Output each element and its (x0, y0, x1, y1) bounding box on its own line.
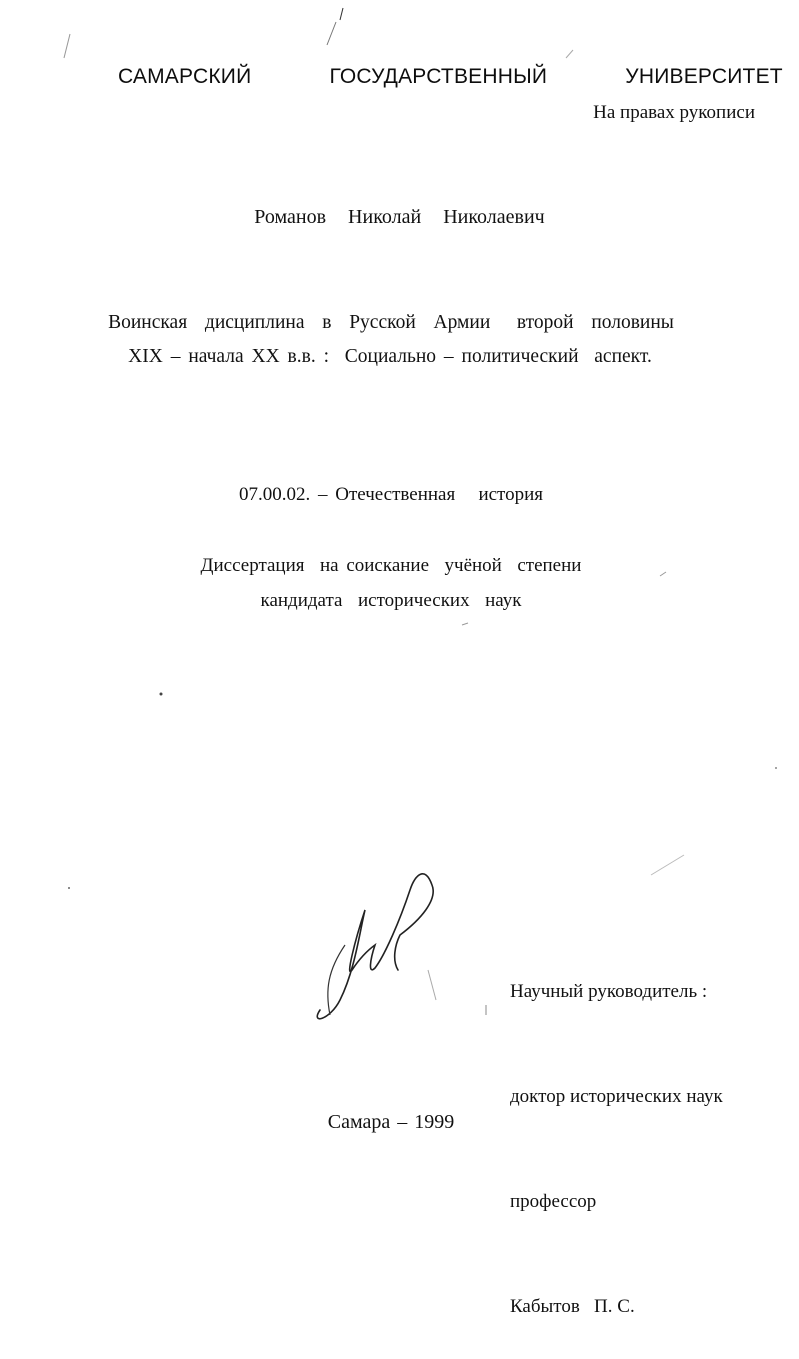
supervisor-degree: доктор исторических наук (510, 1086, 723, 1107)
supervisor-rank: профессор (510, 1191, 597, 1212)
university-name: САМАРСКИЙ ГОСУДАРСТВЕННЫЙ УНИВЕРСИТЕТ (118, 65, 783, 88)
handwritten-signature (300, 850, 450, 1035)
degree-statement-line-1: Диссертация на соискание учёной степени (200, 555, 582, 576)
supervisor-label: Научный руководитель : (510, 981, 708, 1002)
dissertation-title-line-2: XIX – начала XX в.в. : Социально – политический аспект. (128, 346, 652, 367)
degree-statement-line-2: кандидата исторических наук (260, 590, 522, 611)
city-year: Самара – 1999 (327, 1111, 455, 1133)
dissertation-title-line-1: Воинская дисциплина в Русской Армии второй половины (108, 312, 674, 333)
supervisor-name: Кабытов П. С. (510, 1296, 635, 1317)
manuscript-rights-note: На правах рукописи (593, 102, 755, 123)
specialty-code: 07.00.02. – Отечественная история (238, 484, 544, 505)
author-name: Романов Николай Николаевич (254, 206, 545, 228)
